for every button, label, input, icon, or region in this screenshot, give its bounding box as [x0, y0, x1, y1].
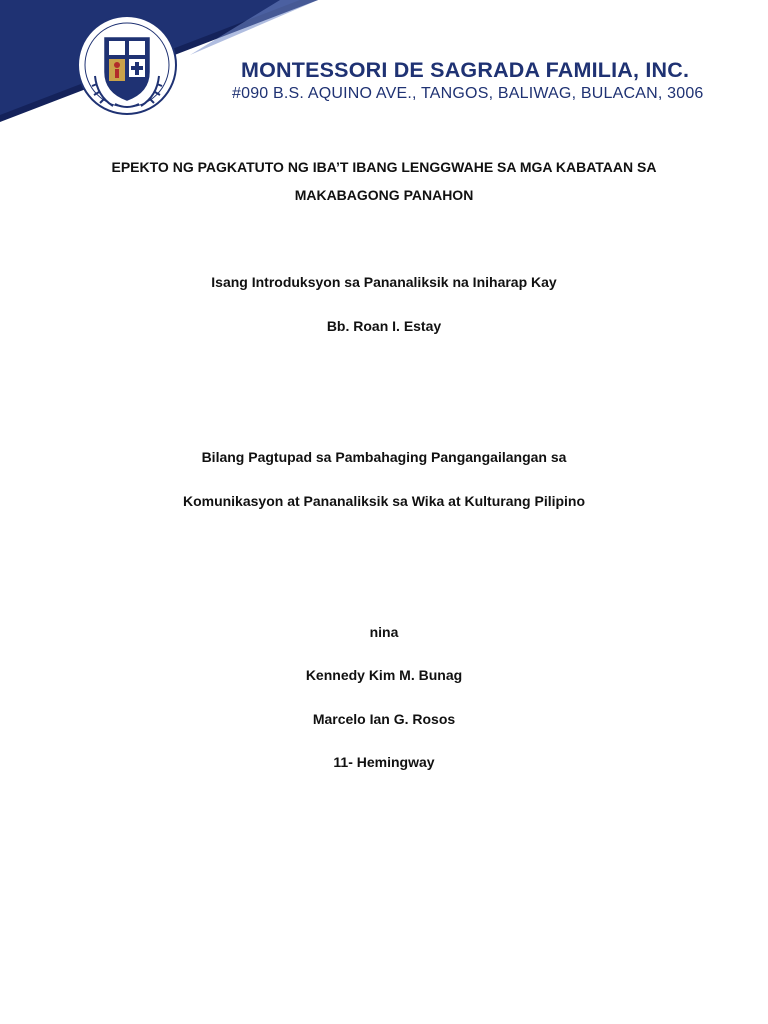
- school-address: #090 B.S. AQUINO AVE., TANGOS, BALIWAG, BULACAN, 3006: [232, 85, 704, 102]
- adviser-name: Bb. Roan I. Estay: [326, 318, 442, 334]
- requirement-line-1: Bilang Pagtupad sa Pambahaging Pangangailangan sa: [201, 449, 567, 465]
- author-name: Marcelo Ian G. Rosos: [312, 711, 456, 727]
- school-name: MONTESSORI DE SAGRADA FAMILIA, INC.: [241, 58, 690, 82]
- requirement-line-2: Komunikasyon at Pananaliksik sa Wika at Kulturang Pilipino: [182, 493, 586, 509]
- by-label: nina: [369, 624, 399, 640]
- section-name: 11- Hemingway: [333, 754, 435, 770]
- intro-text: Isang Introduksyon sa Pananaliksik na Iniharap Kay: [211, 274, 557, 290]
- author-name: Kennedy Kim M. Bunag: [305, 667, 463, 683]
- letterhead: [0, 0, 768, 130]
- title-line-1: EPEKTO NG PAGKATUTO NG IBA’T IBANG LENGGWAHE SA MGA KABATAAN SA: [111, 159, 657, 175]
- school-seal-icon: [77, 14, 177, 116]
- title-line-2: MAKABAGONG PANAHON: [294, 187, 474, 203]
